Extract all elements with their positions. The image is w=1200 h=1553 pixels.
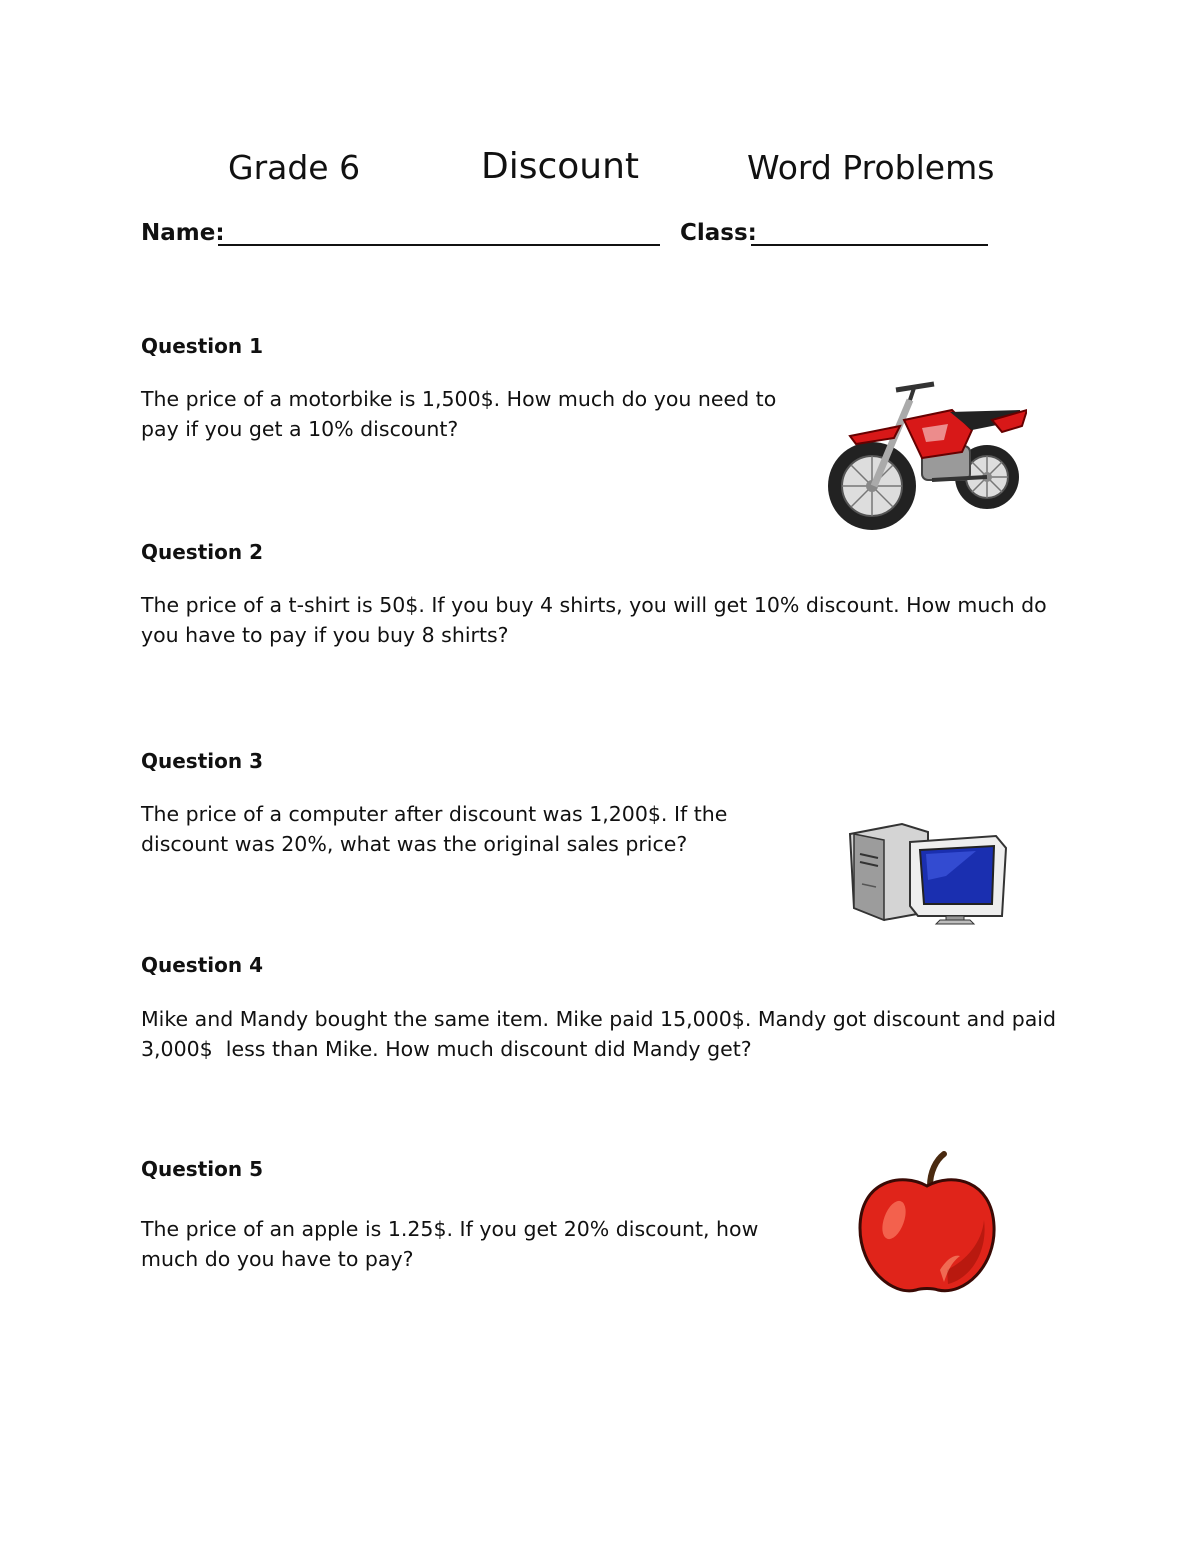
class-field[interactable]	[751, 244, 988, 246]
question-4-line-1: Mike and Mandy bought the same item. Mike paid 15,000$. Mandy got discount and paid	[141, 1007, 1056, 1031]
question-5-line-1: The price of an apple is 1.25$. If you get 20% discount, how	[141, 1217, 759, 1241]
question-3-line-1: The price of a computer after discount was 1,200$. If the	[141, 802, 728, 826]
class-label: Class:	[680, 220, 757, 246]
question-2-text	[141, 590, 1081, 650]
question-1-text	[141, 384, 801, 444]
name-field[interactable]	[218, 244, 660, 246]
question-3-line-2: discount was 20%, what was the original sales price?	[141, 832, 688, 856]
question-3-text	[141, 799, 801, 859]
question-5-heading: Question 5	[141, 1157, 263, 1181]
question-3-heading: Question 3	[141, 749, 263, 773]
question-1-line-2: pay if you get a 10% discount?	[141, 417, 459, 441]
question-4-line-2: 3,000$ less than Mike. How much discount did Mandy get?	[141, 1037, 752, 1061]
motorbike-icon	[822, 380, 1027, 532]
question-1-line-1: The price of a motorbike is 1,500$. How much do you need to	[141, 387, 777, 411]
question-5-text	[141, 1214, 801, 1274]
question-1-heading: Question 1	[141, 334, 263, 358]
question-4-heading: Question 4	[141, 953, 263, 977]
question-4-text	[141, 1004, 1081, 1064]
computer-icon	[846, 820, 1011, 926]
grade-title: Grade 6	[228, 148, 361, 187]
name-label: Name:	[141, 220, 225, 246]
question-2-heading: Question 2	[141, 540, 263, 564]
question-2-line-2: you have to pay if you buy 8 shirts?	[141, 623, 509, 647]
topic-title: Discount	[481, 146, 640, 187]
apple-icon	[852, 1150, 1002, 1298]
subtitle-title: Word Problems	[747, 148, 995, 187]
question-5-line-2: much do you have to pay?	[141, 1247, 414, 1271]
question-2-line-1: The price of a t-shirt is 50$. If you buy 4 shirts, you will get 10% discount. How much do	[141, 593, 1047, 617]
